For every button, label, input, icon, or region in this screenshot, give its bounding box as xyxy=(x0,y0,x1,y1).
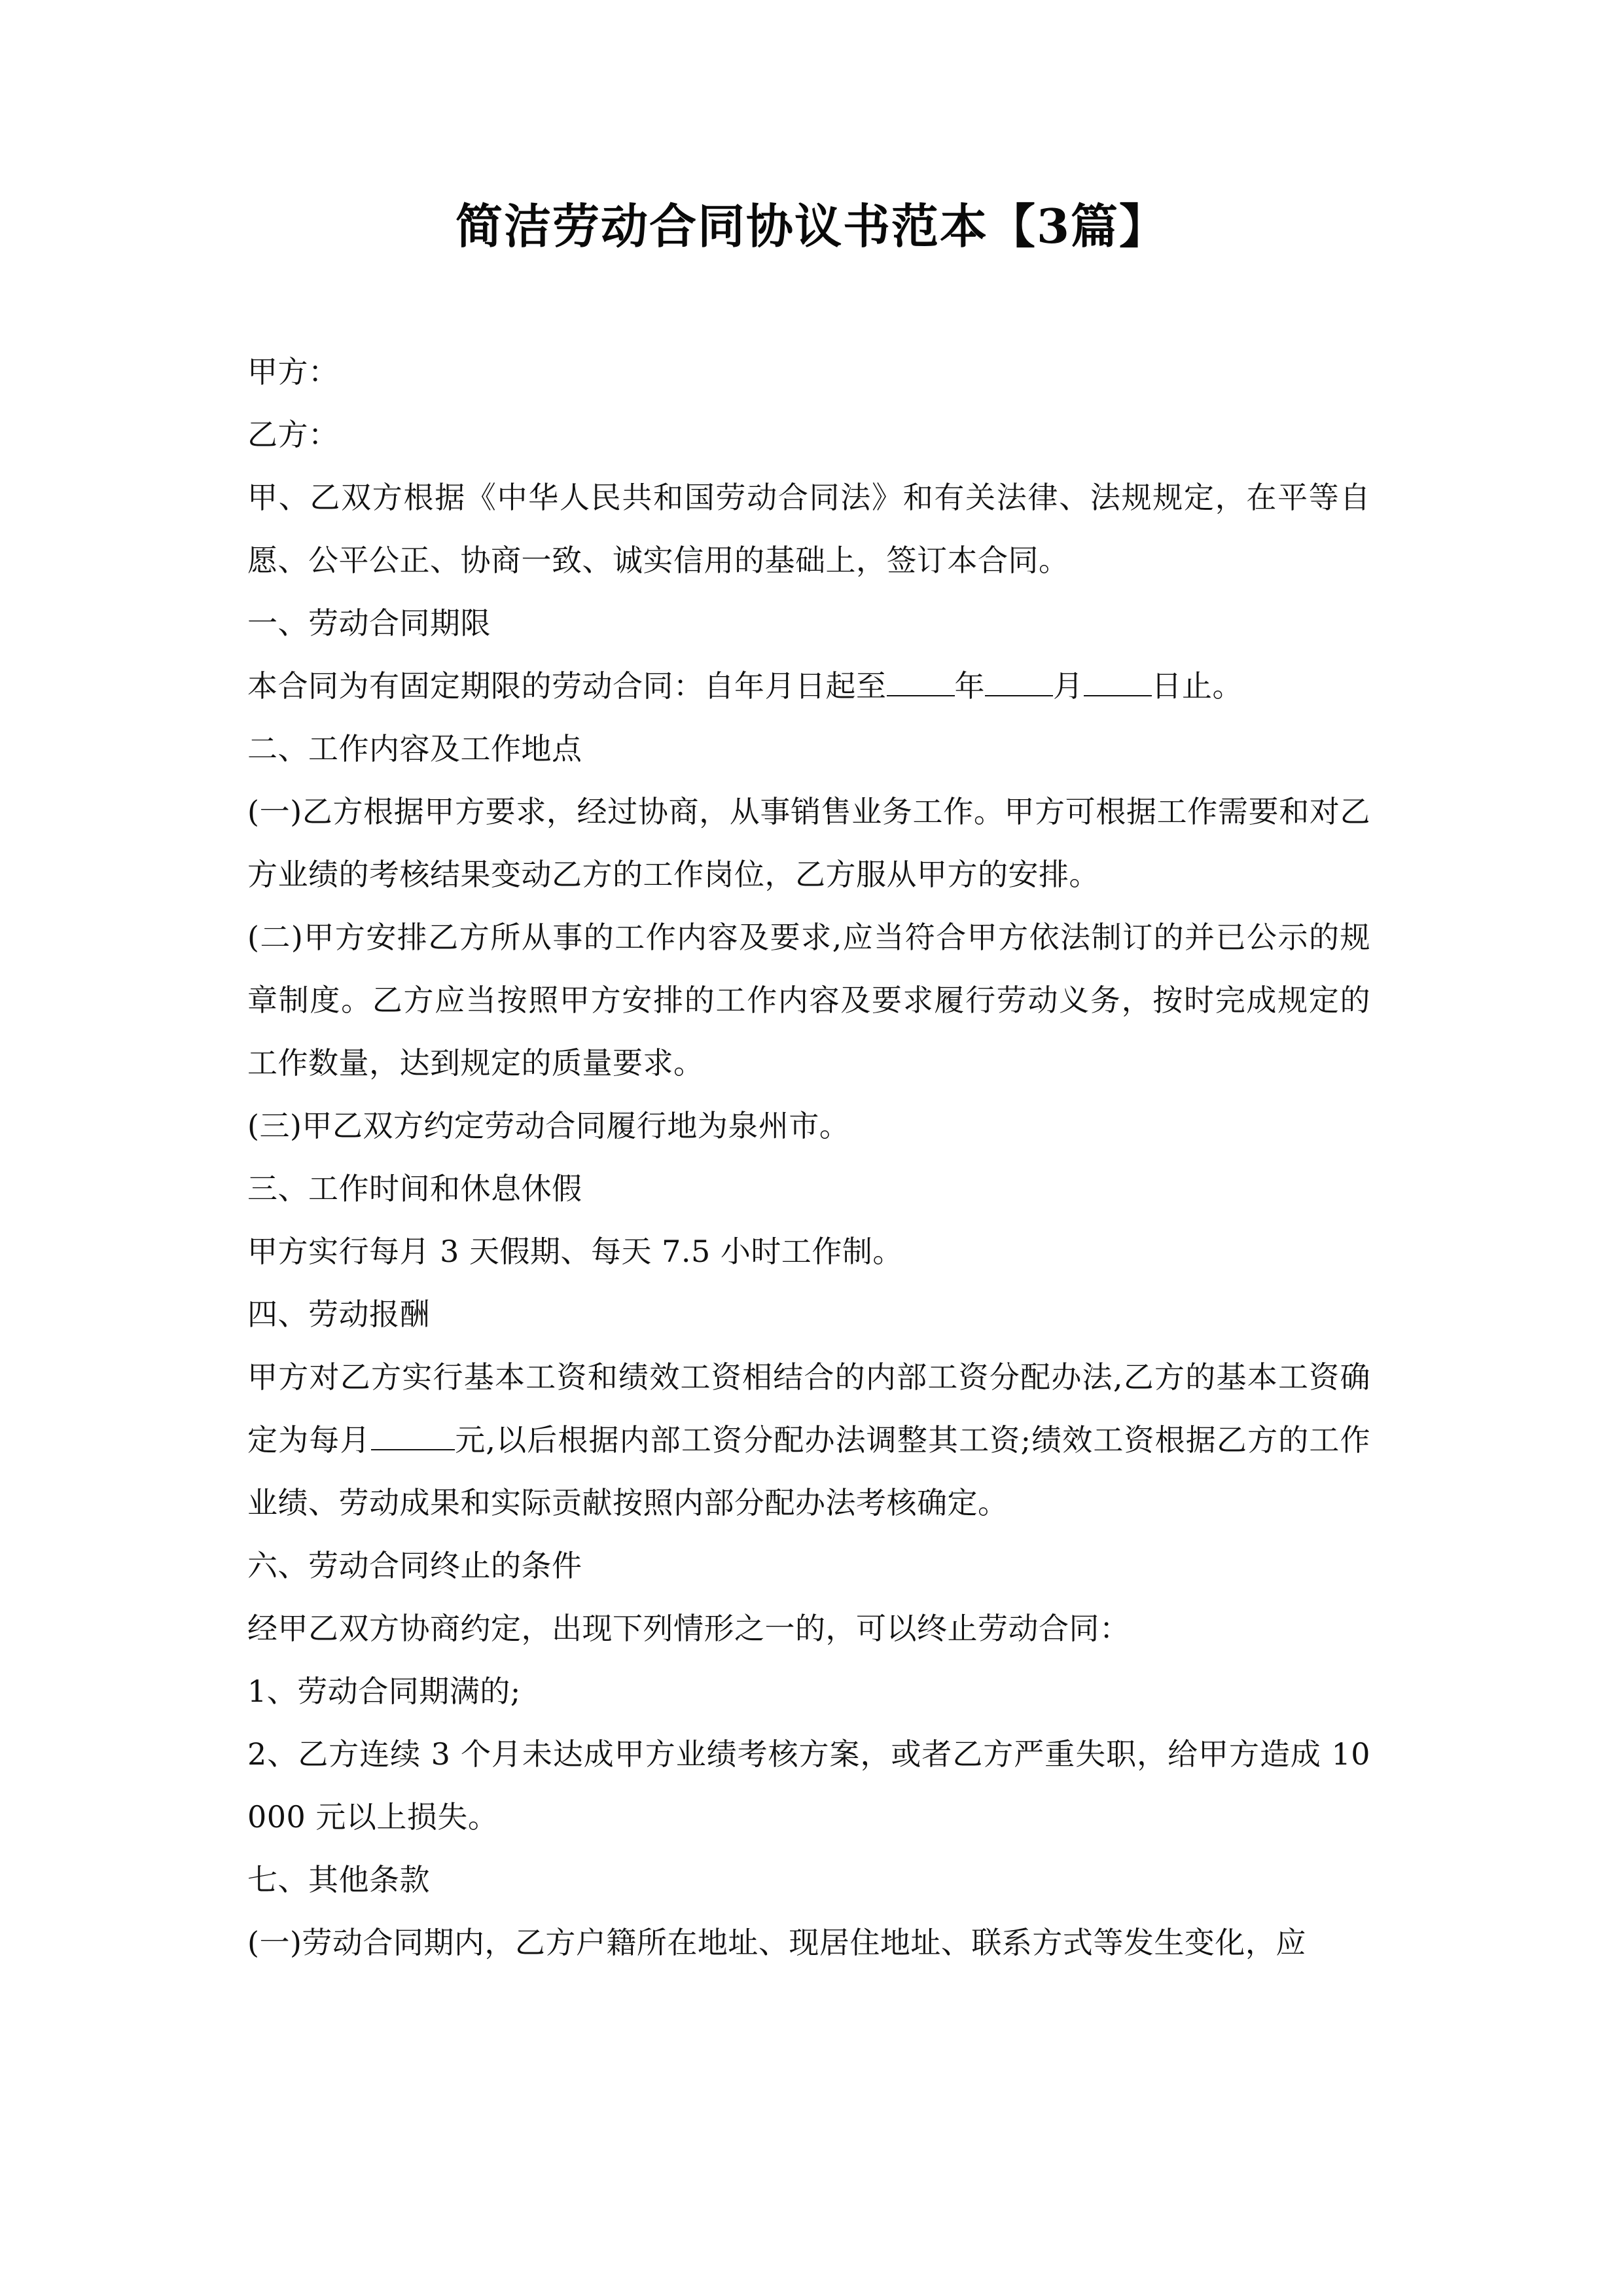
blank-field-day[interactable] xyxy=(1084,695,1152,696)
contract-term-day-label: 日 xyxy=(1151,668,1182,704)
paragraph-clause-7-1: (一)劳动合同期内，乙方户籍所在地址、现居住地址、联系方式等发生变化，应 xyxy=(247,1925,1306,1960)
paragraph-party-b: 乙方： xyxy=(247,417,339,452)
paragraph-clause-2-2: (二)甲方安排乙方所从事的工作内容及要求,应当符合甲方依法制订的并已公示的规章制度。乙方应当按照甲方安排的工作内容及要求履行劳动义务，按时完成规定的工作数量，达到规定的质量要求。 xyxy=(247,920,1370,1081)
heading-section-3: 三、工作时间和休息休假 xyxy=(247,1171,582,1206)
paragraph-clause-6-item-1: 1、劳动合同期满的; xyxy=(247,1674,521,1709)
blank-field-month[interactable] xyxy=(985,695,1053,696)
heading-section-4: 四、劳动报酬 xyxy=(247,1297,430,1332)
blank-field-base-wage[interactable] xyxy=(371,1449,455,1450)
heading-section-1: 一、劳动合同期限 xyxy=(247,605,491,641)
heading-section-7: 七、其他条款 xyxy=(247,1862,430,1897)
heading-section-2: 二、工作内容及工作地点 xyxy=(247,731,582,766)
heading-section-6: 六、劳动合同终止的条件 xyxy=(247,1548,582,1583)
paragraph-party-a: 甲方： xyxy=(247,354,339,389)
document-body xyxy=(247,340,1370,1974)
clause-4-prefix: 甲方对乙方实行基本工资和绩效工资相结合的内部工资分配办法,乙方的基本工资确定为每月 xyxy=(247,1359,1370,1458)
paragraph-clause-6-item-2: 2、乙方连续 3 个月未达成甲方业绩考核方案，或者乙方严重失职，给甲方造成 10000 元以上损失。 xyxy=(247,1736,1370,1835)
contract-term-year-label: 年 xyxy=(954,668,985,704)
clause-4-suffix: 元,以后根据内部工资分配办法调整其工资;绩效工资根据乙方的工作业绩、劳动成果和实际贡献按照内部分配办法考核确定。 xyxy=(247,1422,1371,1520)
paragraph-clause-4 xyxy=(247,1346,1370,1534)
paragraph-contract-term xyxy=(247,655,1370,717)
paragraph-preamble: 甲、乙双方根据《中华人民共和国劳动合同法》和有关法律、法规规定，在平等自愿、公平公正、协商一致、诚实信用的基础上，签订本合同。 xyxy=(247,480,1370,578)
contract-term-suffix: 止。 xyxy=(1182,668,1243,704)
contract-term-prefix: 本合同为有固定期限的劳动合同：自年月日起至 xyxy=(247,668,887,704)
paragraph-clause-2-1: (一)乙方根据甲方要求，经过协商，从事销售业务工作。甲方可根据工作需要和对乙方业绩的考核结果变动乙方的工作岗位，乙方服从甲方的安排。 xyxy=(247,794,1370,892)
contract-term-month-label: 月 xyxy=(1053,668,1084,704)
blank-field-year[interactable] xyxy=(887,695,955,696)
page-title: 简洁劳动合同协议书范本【3篇】 xyxy=(455,198,1168,254)
paragraph-clause-3-1: 甲方实行每月 3 天假期、每天 7.5 小时工作制。 xyxy=(247,1234,903,1269)
paragraph-clause-2-3: (三)甲乙双方约定劳动合同履行地为泉州市。 xyxy=(247,1108,850,1143)
paragraph-clause-6-intro: 经甲乙双方协商约定，出现下列情形之一的，可以终止劳动合同： xyxy=(247,1611,1130,1646)
